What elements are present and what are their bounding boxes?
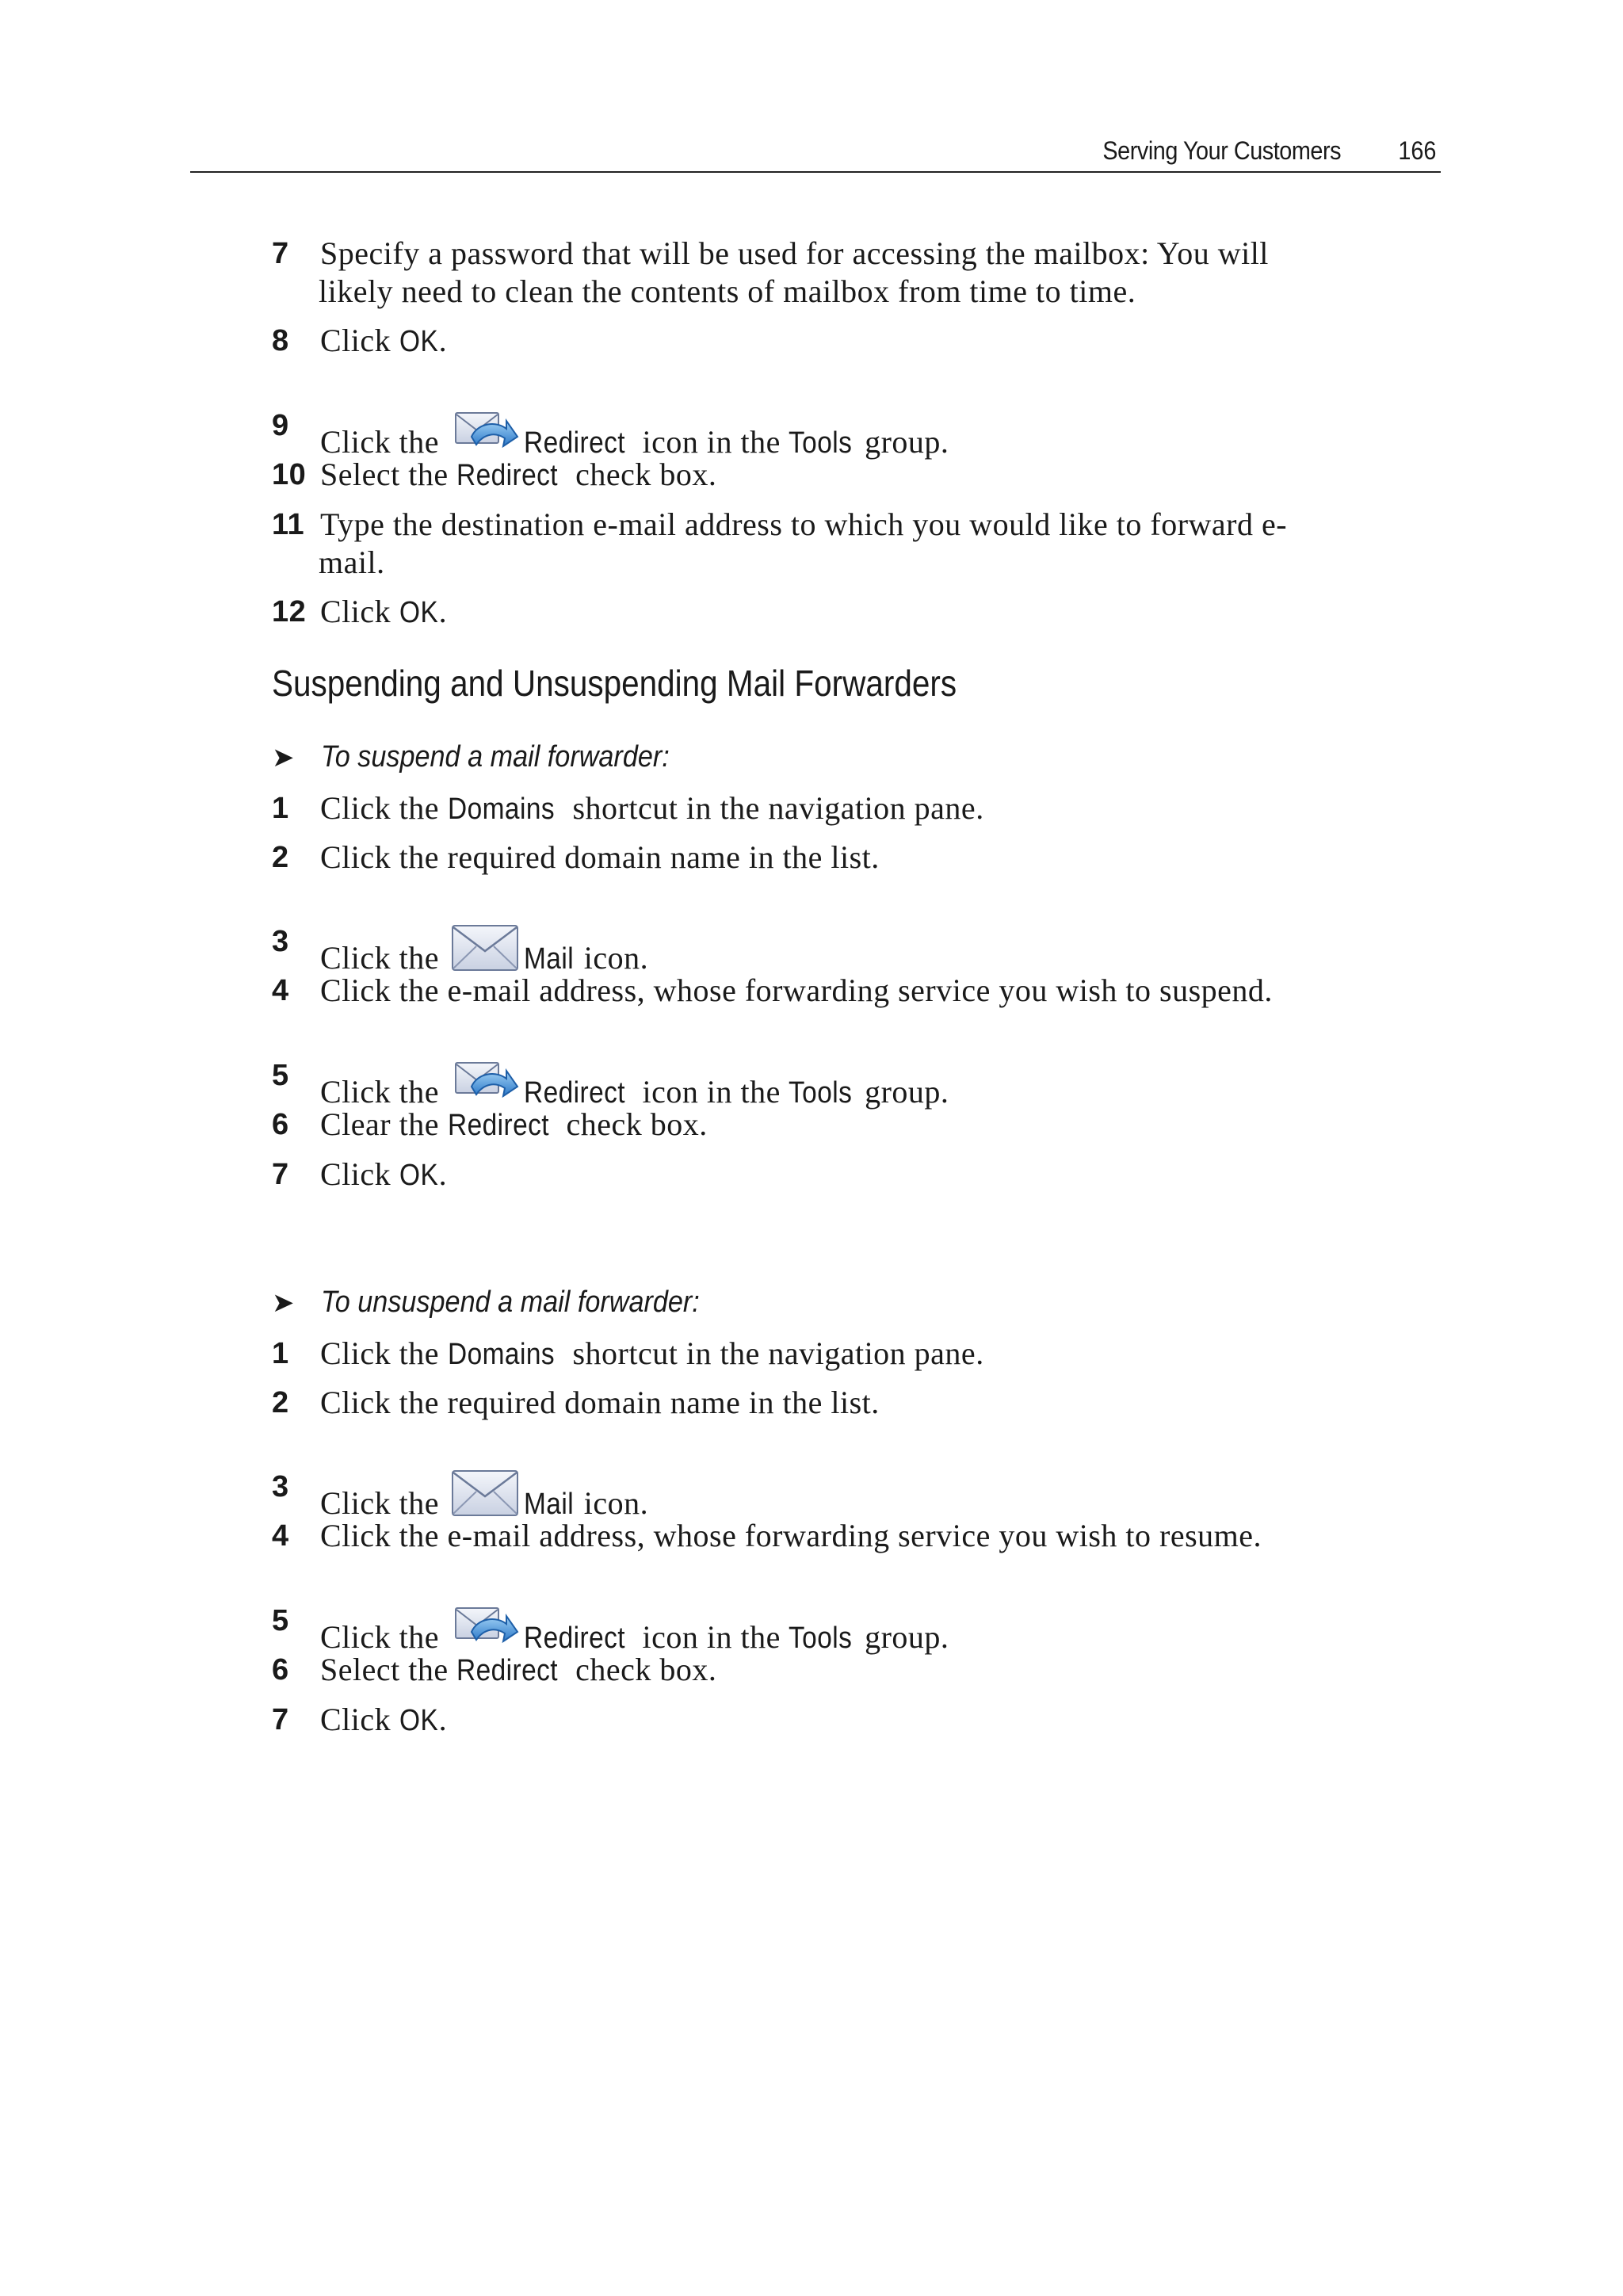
procedure-title-unsuspend xyxy=(272,1286,742,1320)
step-number: 4 xyxy=(272,1519,289,1553)
ui-term: Redirect xyxy=(523,426,625,460)
step-text xyxy=(320,235,1429,311)
step-number: 9 xyxy=(272,409,289,442)
step-sentence: . xyxy=(438,1702,448,1737)
step-number: 3 xyxy=(272,925,289,958)
ui-term: Redirect xyxy=(523,1622,625,1655)
list-item xyxy=(272,839,1429,877)
step-sentence: Click the xyxy=(320,1074,448,1110)
step-sentence: Click xyxy=(320,1156,399,1192)
step-sentence: Click the xyxy=(320,790,448,826)
list-item xyxy=(272,1651,1429,1690)
step-sentence: Select the xyxy=(320,457,457,492)
step-number: 6 xyxy=(272,1653,289,1687)
step-sentence: Click the xyxy=(320,1335,448,1371)
procedure-title-text: To suspend a mail forwarder: xyxy=(321,740,670,774)
ui-term: Tools xyxy=(789,1076,853,1110)
step-number: 7 xyxy=(272,237,289,270)
ui-term: OK xyxy=(399,1159,438,1192)
step-sentence: check box. xyxy=(567,1652,717,1687)
step-sentence: group. xyxy=(856,424,949,460)
step-number: 2 xyxy=(272,841,289,874)
header-title: Serving Your Customers xyxy=(1102,136,1341,165)
step-sentence: group. xyxy=(856,1074,949,1110)
step-number: 1 xyxy=(272,1337,289,1370)
ui-term: OK xyxy=(399,325,438,358)
section-title: Suspending and Unsuspending Mail Forwarders xyxy=(272,663,957,704)
step-sentence: Click the xyxy=(320,424,448,460)
list-item xyxy=(272,789,1429,828)
step-text xyxy=(320,789,1429,828)
ui-term: Redirect xyxy=(523,1076,625,1110)
step-number: 2 xyxy=(272,1386,289,1419)
step-sentence: Type the destination e-mail address to which you would like to forward e- xyxy=(320,506,1288,542)
step-text xyxy=(320,1701,1429,1740)
list-item xyxy=(272,1156,1429,1194)
step-number: 7 xyxy=(272,1703,289,1736)
step-sentence: Click the required domain name in the list. xyxy=(320,839,880,875)
arrow-bullet-icon: ➤ xyxy=(272,742,295,774)
step-sentence: . xyxy=(438,1156,448,1192)
step-number: 7 xyxy=(272,1158,289,1191)
list-item xyxy=(272,506,1429,582)
ui-term: OK xyxy=(399,1704,438,1737)
ui-term: OK xyxy=(399,596,438,629)
step-sentence: Click the required domain name in the list. xyxy=(320,1385,880,1420)
step-continuation: mail. xyxy=(319,544,385,580)
step-number: 5 xyxy=(272,1604,289,1637)
list-item xyxy=(272,1517,1429,1555)
arrow-bullet-icon: ➤ xyxy=(272,1287,295,1319)
procedure-title-text: To unsuspend a mail forwarder: xyxy=(321,1286,700,1319)
step-sentence: Click xyxy=(320,1702,399,1737)
ui-term: Mail xyxy=(523,1488,574,1521)
step-text xyxy=(320,1335,1429,1373)
list-item xyxy=(272,1701,1429,1740)
step-number: 6 xyxy=(272,1108,289,1141)
step-number: 1 xyxy=(272,792,289,825)
procedure-title-suspend xyxy=(272,740,708,774)
step-text xyxy=(320,1384,1429,1422)
list-item xyxy=(272,1106,1429,1144)
step-number: 8 xyxy=(272,324,289,357)
ui-term: Redirect xyxy=(456,459,559,492)
ui-term: Domains xyxy=(447,1338,555,1371)
step-sentence: Clear the xyxy=(320,1106,448,1142)
step-sentence: Click the xyxy=(320,940,448,976)
step-sentence: icon in the xyxy=(634,424,789,460)
step-sentence: Select the xyxy=(320,1652,457,1687)
step-sentence: Specify a password that will be used for accessing the mailbox: You will xyxy=(320,235,1269,271)
step-text xyxy=(320,1651,1429,1690)
step-text xyxy=(320,506,1429,582)
list-item xyxy=(272,322,1429,361)
step-number: 12 xyxy=(272,595,307,628)
step-sentence: icon in the xyxy=(634,1074,789,1110)
step-sentence: Click the xyxy=(320,1619,448,1655)
step-sentence: icon. xyxy=(575,940,649,976)
step-text xyxy=(320,322,1429,361)
ui-term: Tools xyxy=(789,426,853,460)
step-number: 4 xyxy=(272,974,289,1007)
step-sentence: group. xyxy=(856,1619,949,1655)
ui-term: Domains xyxy=(447,793,555,826)
step-sentence: . xyxy=(438,323,448,358)
step-number: 11 xyxy=(272,508,305,541)
ui-term: Redirect xyxy=(456,1654,559,1687)
step-sentence: check box. xyxy=(567,457,717,492)
step-number: 5 xyxy=(272,1059,289,1092)
step-sentence: shortcut in the navigation pane. xyxy=(563,1335,984,1371)
ui-term: Tools xyxy=(789,1622,853,1655)
list-item xyxy=(272,593,1429,632)
ui-term: Redirect xyxy=(447,1109,549,1142)
list-item xyxy=(272,1384,1429,1422)
step-sentence: icon in the xyxy=(634,1619,789,1655)
list-item xyxy=(272,235,1429,311)
step-sentence: Click xyxy=(320,323,399,358)
page-header xyxy=(190,133,1441,173)
step-text xyxy=(320,1517,1429,1555)
step-text xyxy=(320,1156,1429,1194)
page-number: 166 xyxy=(1397,136,1436,165)
list-item xyxy=(272,456,1429,495)
step-sentence: Click xyxy=(320,594,399,629)
step-text xyxy=(320,593,1429,632)
step-number: 3 xyxy=(272,1470,289,1503)
list-item xyxy=(272,972,1429,1010)
step-sentence: Click the xyxy=(320,1485,448,1521)
step-sentence: check box. xyxy=(558,1106,708,1142)
step-number: 10 xyxy=(272,458,307,491)
step-sentence: . xyxy=(438,594,448,629)
step-text xyxy=(320,839,1429,877)
step-sentence: shortcut in the navigation pane. xyxy=(563,790,984,826)
step-text xyxy=(320,456,1429,495)
step-text xyxy=(320,1106,1429,1144)
ui-term: Mail xyxy=(523,942,574,976)
step-sentence: icon. xyxy=(575,1485,649,1521)
step-text xyxy=(320,972,1429,1010)
step-sentence: Click the e-mail address, whose forwarding service you wish to resume. xyxy=(320,1518,1262,1553)
step-continuation: likely need to clean the contents of mailbox from time to time. xyxy=(319,273,1136,309)
list-item xyxy=(272,1335,1429,1373)
step-sentence: Click the e-mail address, whose forwarding service you wish to suspend. xyxy=(320,972,1273,1008)
